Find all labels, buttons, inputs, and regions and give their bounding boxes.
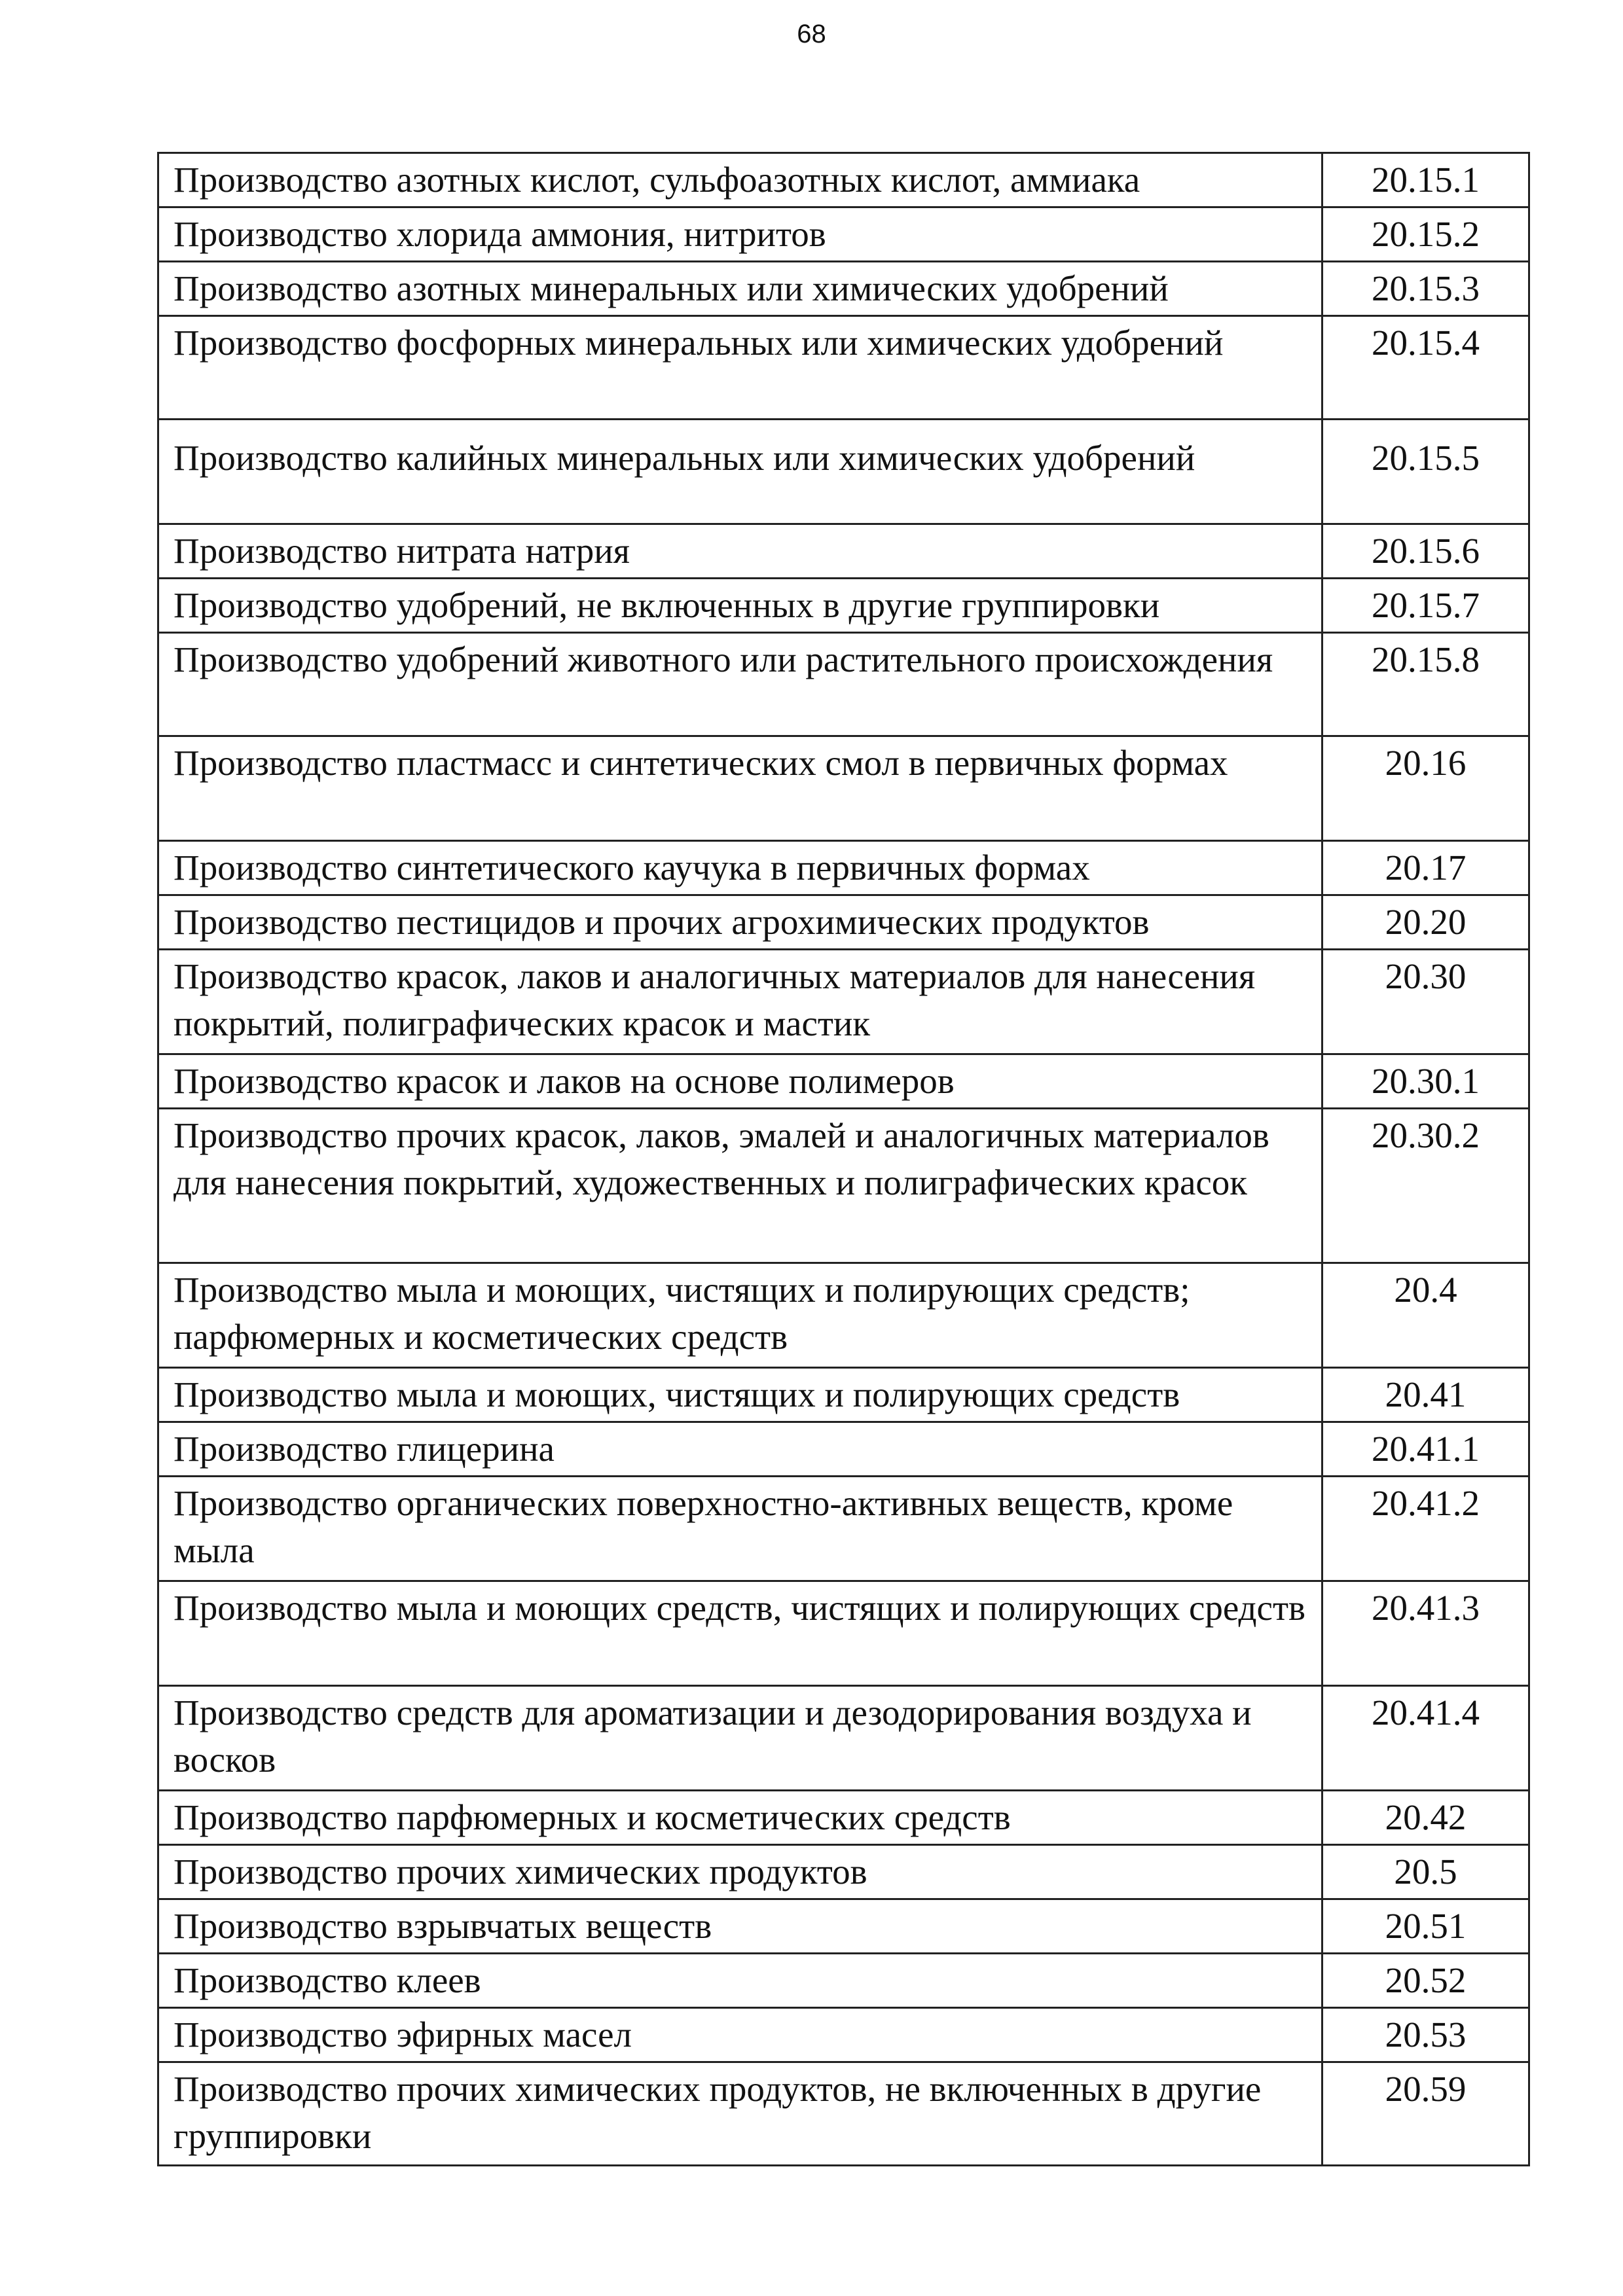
table-row	[158, 316, 1529, 420]
activity-code: 20.15.1	[1322, 153, 1529, 207]
table-row	[158, 153, 1529, 207]
table-row	[158, 1954, 1529, 2008]
activity-code: 20.51	[1322, 1899, 1529, 1954]
table-row	[158, 524, 1529, 579]
table-row	[158, 2008, 1529, 2062]
page-number: 68	[797, 20, 826, 48]
activity-code: 20.52	[1322, 1954, 1529, 2008]
table-row	[158, 262, 1529, 316]
table-row	[158, 1845, 1529, 1899]
activity-name: Производство прочих химических продуктов, не включенных в другие группировки	[158, 2062, 1322, 2166]
table-row	[158, 1686, 1529, 1791]
table-row	[158, 1263, 1529, 1368]
table-row	[158, 1899, 1529, 1954]
activity-name: Производство взрывчатых веществ	[158, 1899, 1322, 1954]
activity-name: Производство глицерина	[158, 1422, 1322, 1477]
activity-name: Производство средств для ароматизации и дезодорирования воздуха и восков	[158, 1686, 1322, 1791]
activity-code: 20.15.2	[1322, 207, 1529, 262]
activity-code: 20.53	[1322, 2008, 1529, 2062]
activity-code: 20.4	[1322, 1263, 1529, 1368]
activity-name: Производство удобрений, не включенных в другие группировки	[158, 579, 1322, 633]
activity-name: Производство органических поверхностно-активных веществ, кроме мыла	[158, 1477, 1322, 1581]
activity-name: Производство мыла и моющих, чистящих и полирующих средств	[158, 1368, 1322, 1422]
activity-name: Производство удобрений животного или растительного происхождения	[158, 633, 1322, 736]
table-row	[158, 841, 1529, 895]
activity-code: 20.41.4	[1322, 1686, 1529, 1791]
activity-code: 20.16	[1322, 736, 1529, 841]
table-row	[158, 1477, 1529, 1581]
activity-name: Производство нитрата натрия	[158, 524, 1322, 579]
activity-name: Производство эфирных масел	[158, 2008, 1322, 2062]
activity-code: 20.41.3	[1322, 1581, 1529, 1686]
activity-code: 20.42	[1322, 1791, 1529, 1845]
activity-code: 20.30.1	[1322, 1054, 1529, 1109]
table-row	[158, 736, 1529, 841]
activity-name: Производство прочих красок, лаков, эмалей и аналогичных материалов для нанесения покрытий, художественных и полиграфических красок	[158, 1109, 1322, 1263]
activity-name: Производство хлорида аммония, нитритов	[158, 207, 1322, 262]
activity-name: Производство парфюмерных и косметических средств	[158, 1791, 1322, 1845]
activity-name: Производство фосфорных минеральных или химических удобрений	[158, 316, 1322, 420]
activity-name: Производство азотных минеральных или химических удобрений	[158, 262, 1322, 316]
activity-name: Производство прочих химических продуктов	[158, 1845, 1322, 1899]
activity-code: 20.15.6	[1322, 524, 1529, 579]
activity-name: Производство азотных кислот, сульфоазотных кислот, аммиака	[158, 153, 1322, 207]
activity-name: Производство калийных минеральных или химических удобрений	[158, 420, 1322, 524]
activity-name: Производство красок и лаков на основе полимеров	[158, 1054, 1322, 1109]
activity-name: Производство пластмасс и синтетических смол в первичных формах	[158, 736, 1322, 841]
activity-code: 20.15.4	[1322, 316, 1529, 420]
activity-name: Производство синтетического каучука в первичных формах	[158, 841, 1322, 895]
activity-code: 20.20	[1322, 895, 1529, 950]
activity-code: 20.30.2	[1322, 1109, 1529, 1263]
activity-code: 20.41.2	[1322, 1477, 1529, 1581]
table-row	[158, 1054, 1529, 1109]
activity-name: Производство клеев	[158, 1954, 1322, 2008]
activity-code: 20.41	[1322, 1368, 1529, 1422]
table-row	[158, 579, 1529, 633]
activity-code: 20.15.8	[1322, 633, 1529, 736]
table-row	[158, 1109, 1529, 1263]
activity-code: 20.5	[1322, 1845, 1529, 1899]
table-row	[158, 420, 1529, 524]
activity-code: 20.15.7	[1322, 579, 1529, 633]
activity-name: Производство мыла и моющих средств, чистящих и полирующих средств	[158, 1581, 1322, 1686]
activity-code: 20.30	[1322, 950, 1529, 1054]
table-row	[158, 1791, 1529, 1845]
activity-code-table	[157, 152, 1530, 2166]
table-row	[158, 633, 1529, 736]
activity-name: Производство пестицидов и прочих агрохимических продуктов	[158, 895, 1322, 950]
activity-code: 20.17	[1322, 841, 1529, 895]
table-row	[158, 1581, 1529, 1686]
table-row	[158, 1368, 1529, 1422]
activity-code: 20.15.3	[1322, 262, 1529, 316]
table-row	[158, 950, 1529, 1054]
table-row	[158, 1422, 1529, 1477]
activity-code: 20.41.1	[1322, 1422, 1529, 1477]
table-row	[158, 207, 1529, 262]
activity-name: Производство мыла и моющих, чистящих и полирующих средств; парфюмерных и косметических средств	[158, 1263, 1322, 1368]
activity-code: 20.15.5	[1322, 420, 1529, 524]
activity-code: 20.59	[1322, 2062, 1529, 2166]
activity-name: Производство красок, лаков и аналогичных материалов для нанесения покрытий, полиграфических красок и мастик	[158, 950, 1322, 1054]
table-row	[158, 2062, 1529, 2166]
table-row	[158, 895, 1529, 950]
